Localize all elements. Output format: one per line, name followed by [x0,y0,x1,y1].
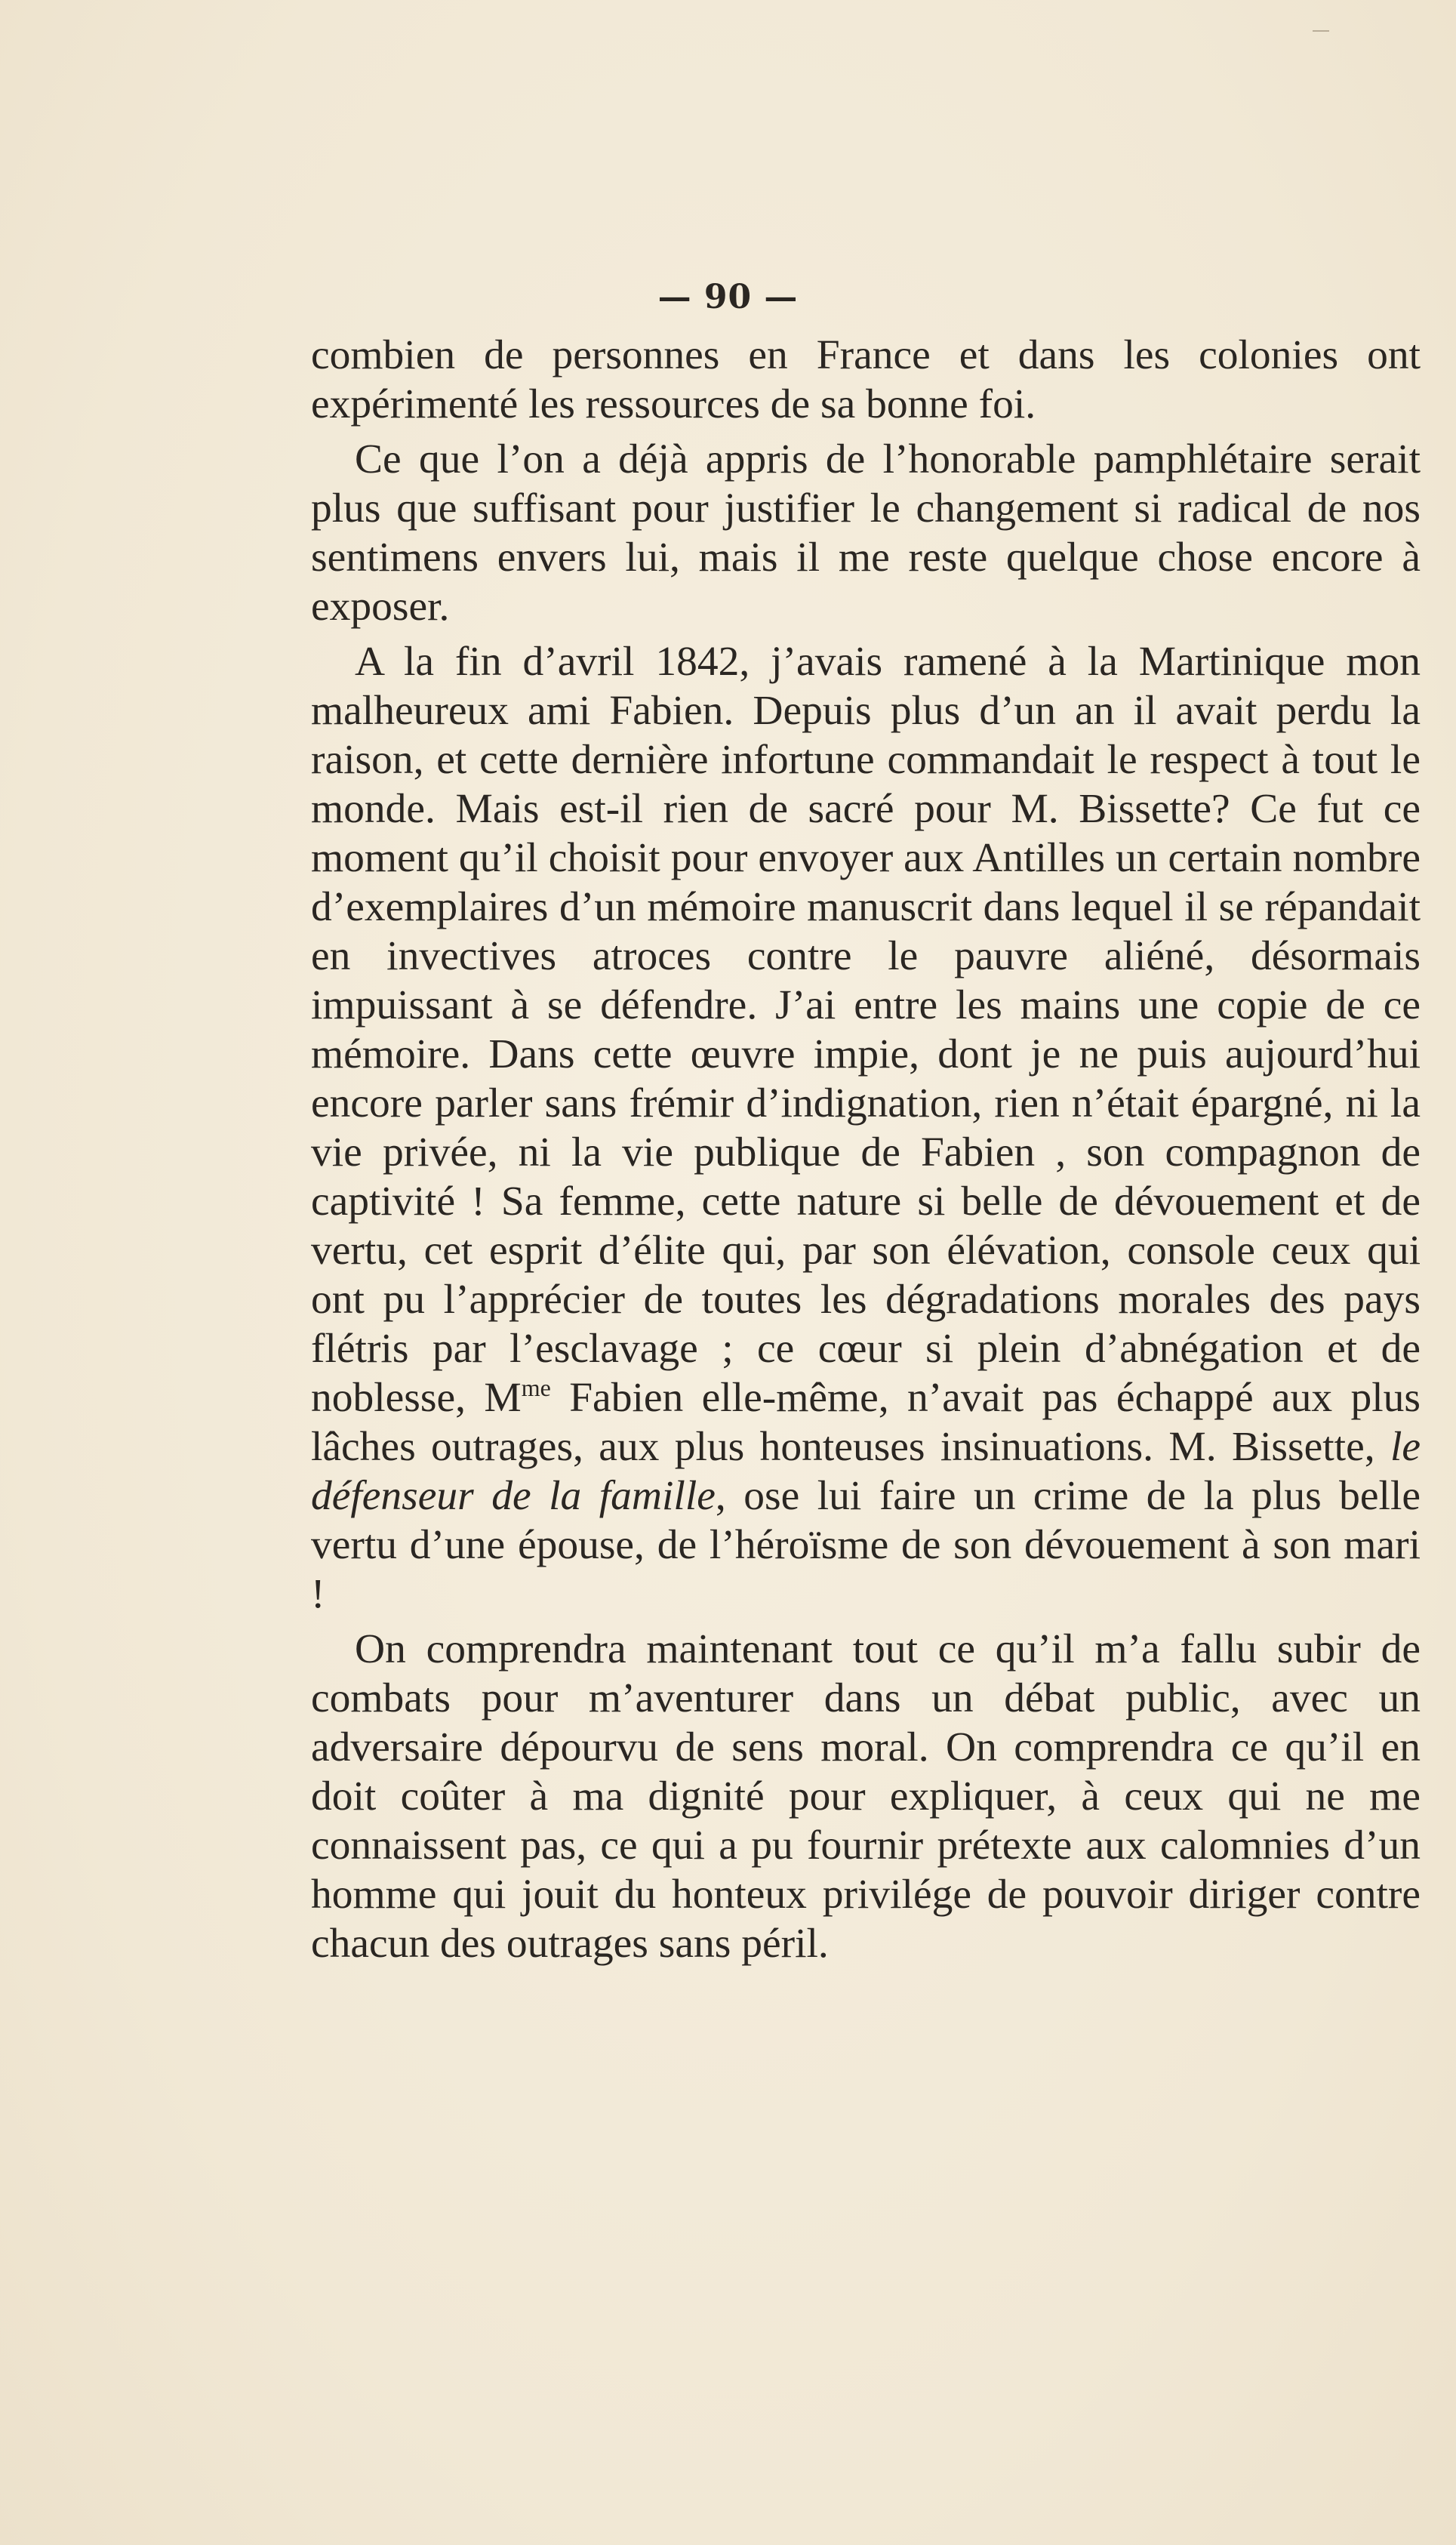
paragraph-3 [311,637,1421,1619]
body-text [311,331,1421,1968]
page-edge-mark [1313,30,1329,32]
paragraph-1: combien de personnes en France et dans les colonies ont expérimenté les ressources de sa bonne foi. [311,332,1421,427]
superscript-me: me [521,1374,551,1401]
paragraph-4: On comprendra maintenant tout ce qu’il m’a fallu subir de combats pour m’aventurer dans un débat public, avec un adversaire dépourvu de sens moral. On comprendra ce qu’il en doit coûter à ma dignité pour expliquer, à ceux qui ne me connaissent pas, ce qui a pu fournir prétexte aux calomnies d’un homme qui jouit du honteux privilége de pouvoir diriger contre chacun des outrages sans péril. [311,1626,1421,1967]
page-number: — 90 — [657,278,799,316]
paragraph-2: Ce que l’on a déjà appris de l’honorable pamphlétaire serait plus que suffisant pour justifier le changement si radical de nos sentimens envers lui, mais il me reste quelque chose encore à exposer. [311,436,1421,630]
italic-phrase: le défenseur de la famille [311,1424,1421,1519]
paragraph-3-part-1: A la fin d’avril 1842, j’avais ramené à la Martinique mon malheureux ami Fabien. Depuis plus d’un an il avait perdu la raison, et cette dernière infortune commandait le respect à tout le monde. Mais est-il rien de sacré pour M. Bissette? Ce fut ce moment qu’il choisit pour envoyer aux Antilles un certain nombre d’exemplaires d’un mémoire manuscrit dans lequel il se répandait en invectives atroces contre le pauvre aliéné, désormais impuissant à se défendre. J’ai entre les mains une copie de ce mémoire. Dans cette œuvre impie, dont je ne puis aujourd’hui encore parler sans frémir d’indignation, rien n’était épargné, ni la vie privée, ni la vie publique de Fabien , son compagnon de captivité ! Sa femme, cette nature si belle de dévouement et de vertu, cet esprit d’élite qui, par son élévation, console ceux qui ont pu l’apprécier de toutes les dégradations morales des pays flétris par l’esclavage ; ce cœur si plein d’abnégation et de noblesse, M [311,639,1421,1421]
paragraph-3-part-3: , ose lui faire un crime de la plus belle vertu d’une épouse, de l’héroïsme de son dévouement à son mari ! [311,1473,1421,1617]
paragraph-3-part-2: Fabien elle-même, n’avait pas échappé aux plus lâches outrages, aux plus honteuses insinuations. M. Bissette, [311,1375,1421,1470]
